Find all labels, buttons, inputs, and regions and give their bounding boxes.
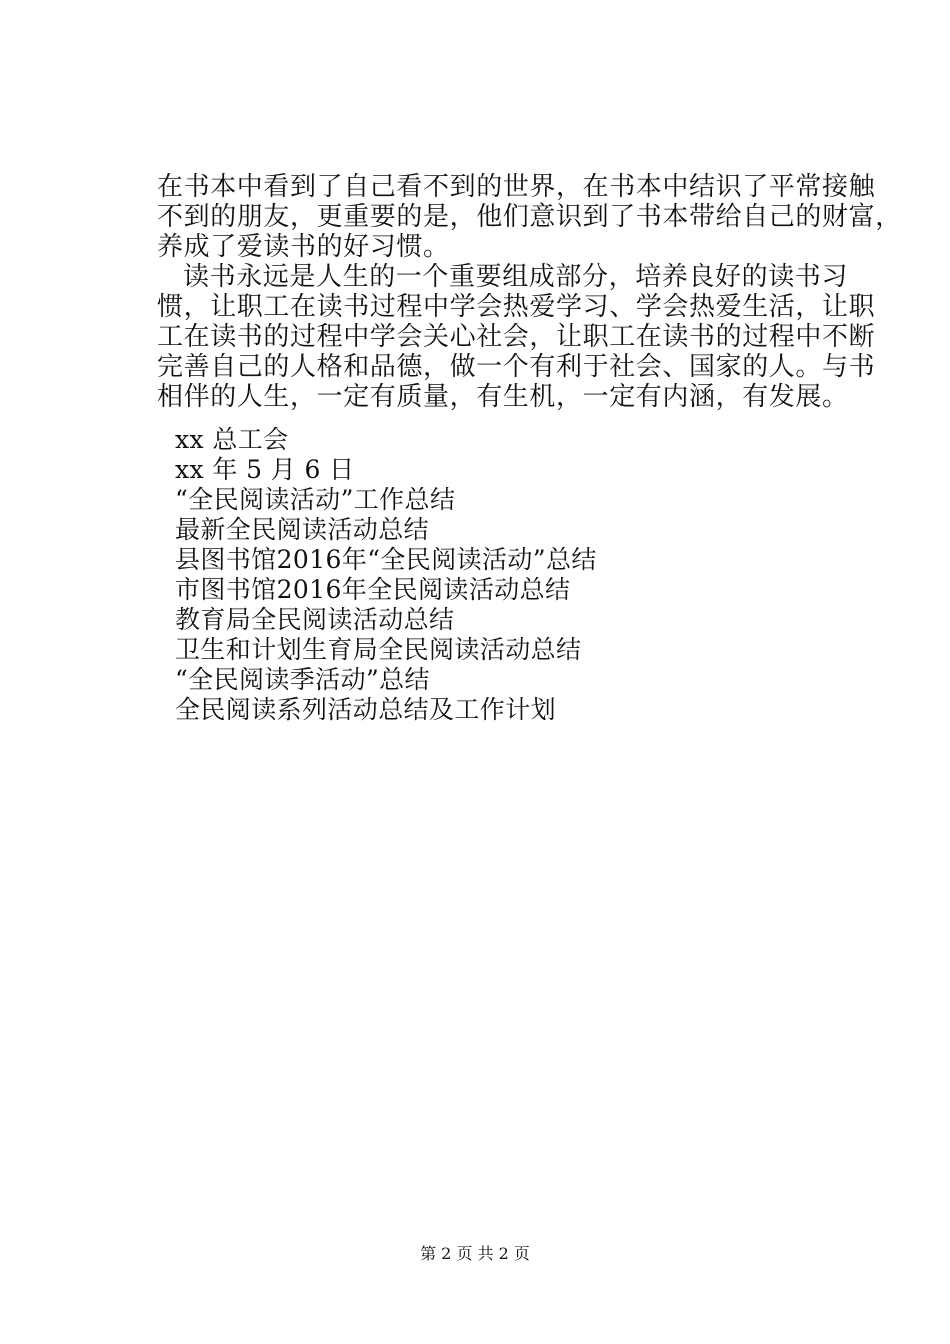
signature-date: xx 年 5 月 6 日 [175,455,355,484]
related-title: 卫生和计划生育局全民阅读活动总结 [175,635,582,664]
related-title: 县图书馆2016年“全民阅读活动”总结 [175,545,597,574]
paragraph-2-line-3: 工在读书的过程中学会关心社会，让职工在读书的过程中不断 [157,322,876,352]
paragraph-2-line-4: 完善自己的人格和品德，做一个有利于社会、国家的人。与书 [157,352,876,382]
related-title: 市图书馆2016年全民阅读活动总结 [175,575,571,604]
body-text [157,172,902,412]
paragraph-1-line-2: 不到的朋友，更重要的是，他们意识到了书本带给自己的财富， [157,202,902,232]
paragraph-2-line-5: 相伴的人生，一定有质量，有生机，一定有内涵，有发展。 [157,382,849,412]
paragraph-2-line-1: 读书永远是人生的一个重要组成部分，培养良好的读书习 [183,262,849,292]
paragraph-2-line-2: 惯，让职工在读书过程中学会热爱学习、学会热爱生活，让职 [157,292,876,322]
page-number-footer: 第 2 页 共 2 页 [420,1244,530,1263]
related-title: 全民阅读系列活动总结及工作计划 [175,695,557,724]
related-title: “全民阅读活动”工作总结 [175,485,456,514]
signature-and-related-list [175,425,597,725]
related-title: “全民阅读季活动”总结 [175,665,430,694]
related-title: 教育局全民阅读活动总结 [175,605,455,634]
signature-organization: xx 总工会 [175,425,289,454]
paragraph-1-line-1: 在书本中看到了自己看不到的世界，在书本中结识了平常接触 [157,172,876,202]
paragraph-1-line-3: 养成了爱读书的好习惯。 [157,232,450,262]
related-title: 最新全民阅读活动总结 [175,515,430,544]
